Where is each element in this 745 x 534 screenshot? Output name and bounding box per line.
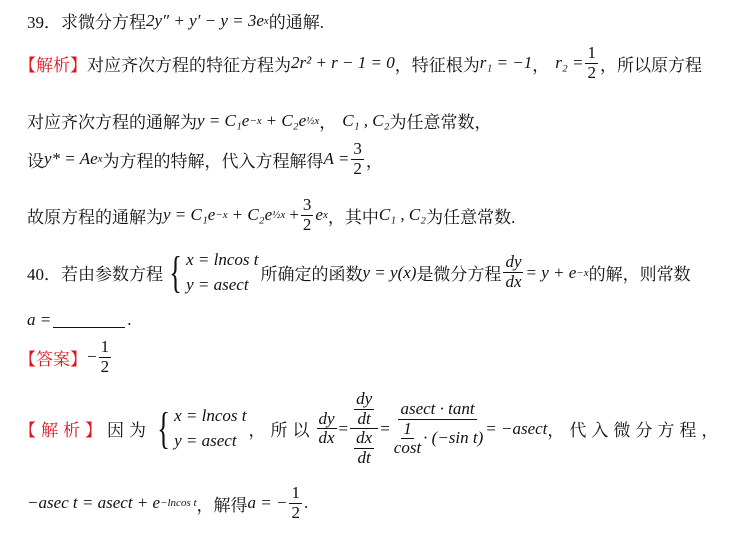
- numerator: 1: [291, 483, 300, 502]
- q40-analysis-line1: [19, 389, 724, 468]
- text: ，特征根为: [394, 55, 480, 75]
- denominator: 2: [587, 62, 596, 82]
- numerator: dy: [318, 408, 335, 428]
- exponent: −x: [249, 114, 262, 127]
- analysis-tag: 【解析】: [19, 55, 87, 75]
- denominator: 2: [302, 214, 312, 234]
- denominator: 2: [353, 158, 362, 178]
- exponent: ½x: [306, 114, 320, 127]
- numerator: dy: [356, 389, 373, 408]
- exponent: −x: [215, 209, 228, 222]
- numerator: 3: [353, 139, 362, 158]
- root-2: r₂ =: [555, 53, 584, 73]
- text: ，所以: [248, 421, 315, 441]
- equation: = −asect: [485, 418, 548, 438]
- denominator: dt: [357, 448, 371, 468]
- equation: y* = Ae: [44, 149, 98, 169]
- compound-fraction: [350, 390, 378, 468]
- denominator-rest: · (−sin t): [423, 428, 484, 448]
- text: ，: [532, 55, 550, 75]
- equation: 2r² + r − 1 = 0: [291, 53, 395, 73]
- exponent: −lncos t: [160, 497, 197, 510]
- equation: A =: [323, 149, 350, 169]
- text: 因为: [107, 421, 151, 441]
- exponent: ½x: [272, 209, 286, 222]
- constants: C₁ , C₂: [378, 205, 427, 225]
- numerator: 1: [100, 337, 110, 356]
- text: 对应齐次方程的通解为: [27, 113, 197, 132]
- exponent: x: [322, 209, 328, 222]
- exponent: −x: [576, 266, 589, 279]
- text: 为任意常数，: [389, 113, 492, 132]
- equation: 2y″ + y′ − y = 3e: [146, 10, 264, 30]
- system-row: x = lncos t: [186, 250, 259, 269]
- text: ，解得: [196, 495, 248, 515]
- q39-stem: [27, 8, 324, 33]
- text: 若由参数方程: [61, 265, 163, 285]
- system-row: y = asect: [186, 274, 249, 294]
- text: ，所以原方程: [599, 55, 702, 75]
- numerator: 1: [587, 43, 596, 62]
- question-number: 40．: [27, 265, 61, 285]
- text: 对应齐次方程的特征方程为: [87, 55, 291, 75]
- system-row: x = lncos t: [174, 406, 247, 426]
- text: 是微分方程: [416, 265, 502, 285]
- fraction: [351, 140, 364, 178]
- q40-stem: [27, 248, 691, 297]
- text: 的解，则常数: [588, 265, 691, 285]
- q40-blank-line: [27, 310, 131, 330]
- denominator: cost: [393, 438, 422, 458]
- equation: e: [315, 205, 323, 225]
- fraction: [301, 196, 314, 234]
- root-1: r₁ = −1: [479, 53, 533, 73]
- q39-analysis-line3: [27, 140, 383, 178]
- denominator: dx: [505, 272, 522, 292]
- text: 所确定的函数: [260, 265, 363, 285]
- text: ，其中: [327, 207, 379, 227]
- denominator: dx: [318, 428, 335, 448]
- plus: +: [289, 205, 299, 225]
- equation: y = C₁e: [163, 205, 216, 225]
- equation-system: { x = lncos t y = asect: [169, 247, 259, 297]
- q39-analysis-line4: [27, 196, 515, 234]
- numerator: dy: [505, 252, 522, 272]
- text: ，代入微分方程，: [547, 421, 724, 441]
- denominator: 2: [291, 502, 300, 522]
- equals: =: [338, 418, 349, 438]
- text: 为方程的特解，代入方程解得: [102, 151, 324, 171]
- exponent: x: [97, 153, 103, 166]
- stem-text: 求微分方程: [61, 13, 146, 32]
- text: 故原方程的通解为: [27, 207, 163, 227]
- derivative: [503, 253, 523, 291]
- text: 设: [27, 151, 44, 171]
- equation: + C₂e: [265, 110, 307, 130]
- sign: −: [87, 347, 97, 367]
- equation-system: { x = lncos t y = asect: [157, 403, 247, 453]
- equation: y = y(x): [362, 262, 417, 282]
- equation: a =: [27, 310, 52, 329]
- exponent: x: [263, 14, 269, 27]
- numerator: asect · tant: [400, 398, 475, 418]
- q39-analysis-line2: [27, 108, 492, 133]
- equation: −asec t = asect + e: [27, 493, 161, 513]
- text: ，: [365, 151, 383, 171]
- equals: =: [380, 418, 390, 438]
- stem-text: 的通解.: [268, 13, 325, 32]
- derivative: [317, 410, 337, 448]
- denominator: 2: [100, 356, 110, 376]
- fraction: [392, 400, 484, 458]
- text: .: [127, 310, 132, 329]
- equation: + C₂e: [231, 205, 273, 225]
- equation: y = C₁e: [197, 110, 250, 130]
- q40-analysis-line2: [27, 484, 308, 522]
- constants: C₁ , C₂: [342, 110, 390, 130]
- text: .: [303, 493, 309, 513]
- question-number: 39．: [27, 13, 61, 32]
- q39-analysis-line1: [19, 43, 702, 82]
- equation: a = −: [247, 493, 288, 513]
- numerator: 3: [302, 195, 312, 214]
- equation: = y + e: [525, 262, 577, 282]
- system-row: y = asect: [174, 430, 237, 450]
- q40-answer: [19, 337, 113, 376]
- analysis-tag: 【解析】: [19, 421, 107, 441]
- answer-blank: [53, 313, 125, 328]
- fraction: [99, 338, 112, 376]
- denominator: dt: [357, 408, 371, 428]
- text: ，: [319, 113, 337, 132]
- answer-tag: 【答案】: [19, 349, 87, 369]
- numerator: 1: [403, 418, 412, 438]
- text: 为任意常数.: [426, 207, 516, 227]
- numerator: dx: [356, 428, 373, 448]
- fraction: [585, 44, 598, 82]
- fraction: [289, 484, 302, 522]
